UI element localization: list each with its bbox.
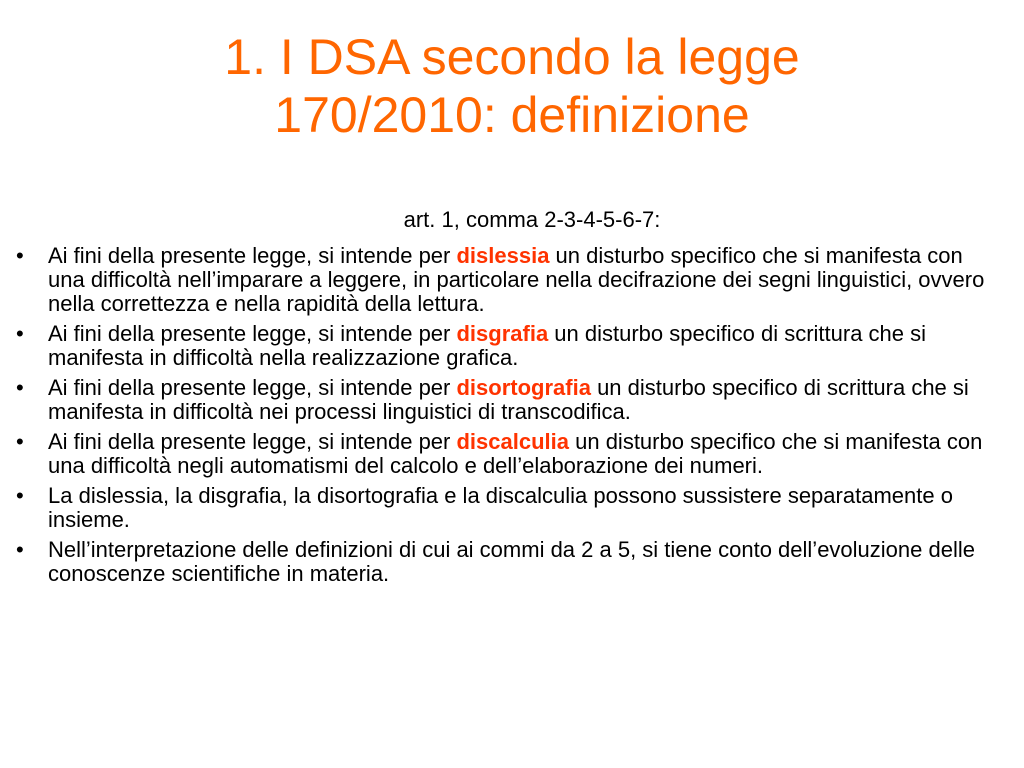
slide-title: [60, 28, 964, 144]
definition-text-before: Ai fini della presente legge, si intende per: [48, 375, 457, 400]
definition-text-after: un disturbo specifico di scrittura che si manifesta in difficoltà nei processi linguistici di transcodifica.: [48, 375, 969, 424]
slide-title-line-2: 170/2010: definizione: [274, 87, 750, 143]
definition-text-before: Ai fini della presente legge, si intende per: [48, 429, 457, 454]
article-reference: art. 1, comma 2-3-4-5-6-7:: [403, 207, 661, 232]
statement-interpretation: [14, 538, 1004, 586]
bullet-icon: •: [16, 321, 24, 346]
statement-coexistence: [14, 484, 1004, 532]
definition-text-after: un disturbo specifico che si manifesta con una difficoltà nell’imparare a leggere, in particolare nella decifrazione dei segni linguistici, ovvero nella correttezza e nella rapidità della lettura.: [48, 243, 985, 316]
term-dislessia: dislessia: [456, 243, 550, 268]
definition-discalculia: [14, 430, 1004, 478]
definition-text-before: Ai fini della presente legge, si intende per: [48, 321, 457, 346]
definition-text-after: un disturbo specifico di scrittura che si manifesta in difficoltà nella realizzazione grafica.: [48, 321, 927, 370]
definitions-list: [14, 244, 1004, 592]
slide-title-line-1: 1. I DSA secondo la legge: [224, 29, 800, 85]
term-discalculia: discalculia: [456, 429, 569, 454]
bullet-icon: •: [16, 483, 24, 508]
bullet-icon: •: [16, 537, 24, 562]
statement-text: La dislessia, la disgrafia, la disortografia e la discalculia possono sussistere separatamente o insieme.: [48, 483, 953, 532]
definition-disgrafia: [14, 322, 1004, 370]
definition-text-after: un disturbo specifico che si manifesta con una difficoltà negli automatismi del calcolo e dell’elaborazione dei numeri.: [48, 429, 983, 478]
bullet-icon: •: [16, 429, 24, 454]
definition-disortografia: [14, 376, 1004, 424]
statement-text: Nell’interpretazione delle definizioni di cui ai commi da 2 a 5, si tiene conto dell’evoluzione delle conoscenze scientifiche in materia.: [48, 537, 975, 586]
term-disgrafia: disgrafia: [456, 321, 549, 346]
bullet-icon: •: [16, 243, 24, 268]
definition-text-before: Ai fini della presente legge, si intende per: [48, 243, 457, 268]
bullet-icon: •: [16, 375, 24, 400]
term-disortografia: disortografia: [456, 375, 591, 400]
definition-dislessia: [14, 244, 1004, 316]
